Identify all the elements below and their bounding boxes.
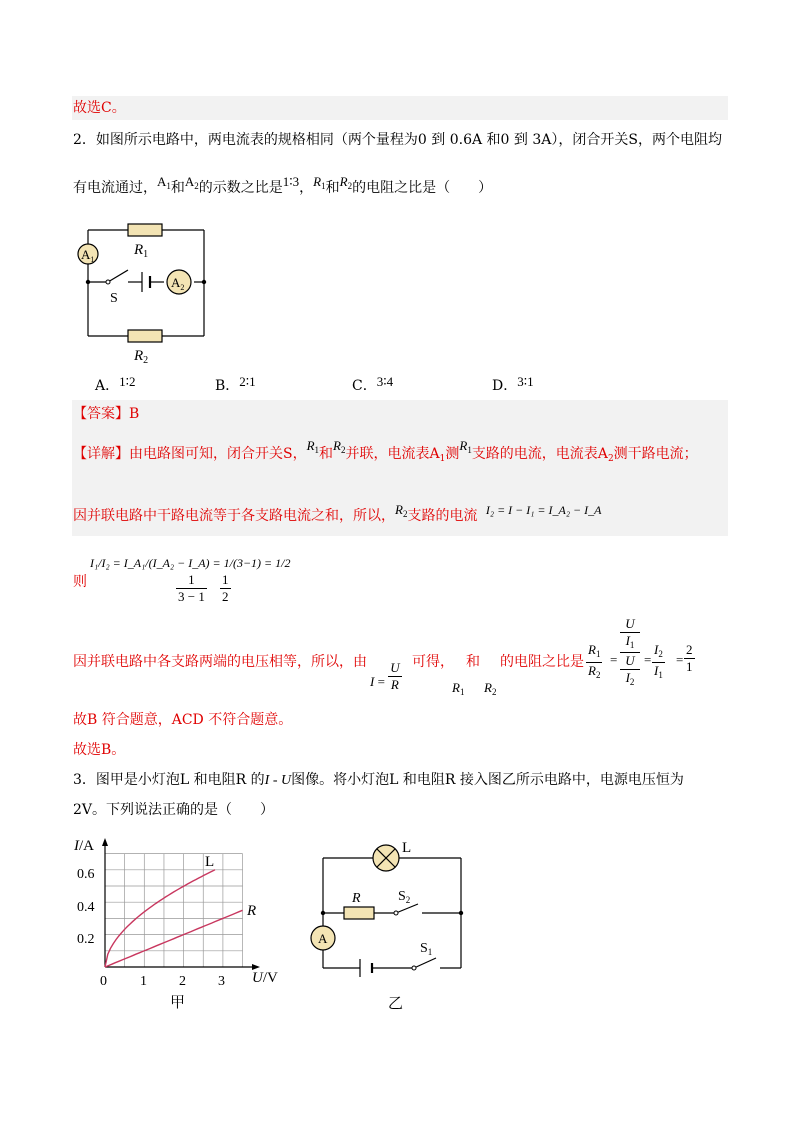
q2-a1-sub: 1 xyxy=(166,181,171,191)
q2-r1 xyxy=(313,174,325,189)
iu-graph xyxy=(72,830,297,1015)
then-label: 则 xyxy=(73,574,87,590)
ammeter-label: A xyxy=(318,931,328,946)
q2-he-1: 和 xyxy=(170,180,185,196)
rr-eq-3: = xyxy=(676,652,684,667)
two-over-one-den: 1 xyxy=(686,659,693,674)
option-d-letter: D． xyxy=(492,378,518,394)
prev-answer-band xyxy=(72,96,728,120)
option-b-letter: B． xyxy=(215,378,240,394)
option-b-value: 2∶1 xyxy=(239,374,256,389)
ui-i2-letter: I xyxy=(625,669,630,685)
ui-u-top: U xyxy=(625,616,635,631)
ohm-u: U xyxy=(388,660,401,677)
q2-line2-a: 有电流通过， xyxy=(73,180,157,196)
detail-line1-e: 测干路电流； xyxy=(613,446,698,462)
detail-line2-a: 因并联电路中干路电流等于各支路电流之和，所以， xyxy=(73,508,395,524)
q2-he-2: 和 xyxy=(325,180,340,196)
detail-line6: 故选B。 xyxy=(73,742,126,758)
ohm-law xyxy=(370,660,402,694)
graph-grid xyxy=(105,854,243,967)
d4-r1-sub: 1 xyxy=(459,687,465,697)
rr-eq-1: = xyxy=(610,652,618,667)
xtick-1: 1 xyxy=(140,974,147,989)
q2-r2 xyxy=(340,174,352,189)
s2-label: $S_2$ xyxy=(398,889,411,905)
rr-r1-sub: 1 xyxy=(595,649,601,659)
q2-r1-sub: 1 xyxy=(321,181,326,191)
junction-dot-right xyxy=(202,280,206,284)
xtick-3: 3 xyxy=(218,974,225,989)
i2i1-i2-sub: 2 xyxy=(658,649,663,659)
xtick-2: 2 xyxy=(179,974,186,989)
u-over-i-compound xyxy=(620,616,640,688)
d1-r2-letter: R xyxy=(333,438,341,453)
q3-line1-a: 3．图甲是小灯泡L 和电阻R 的 xyxy=(73,772,265,788)
switch-contact xyxy=(106,280,110,284)
frac-one-half xyxy=(220,572,231,605)
ui-i2-sub: 2 xyxy=(629,676,635,687)
lamp-label: L xyxy=(402,840,412,856)
detail-line1-a: 由电路图可知，闭合开关S， xyxy=(129,446,307,462)
detail-label: 【详解】 xyxy=(73,446,129,462)
q2-ratio: 1∶3 xyxy=(282,174,300,189)
q2-option-d[interactable] xyxy=(492,374,534,396)
ui-i2 xyxy=(620,670,640,688)
r-ratio-frac xyxy=(586,642,602,683)
i2i1-num xyxy=(652,642,665,663)
q2-option-b[interactable] xyxy=(215,374,256,396)
d1-r1b-sub: 1 xyxy=(467,445,472,455)
d2-r2-sub: 2 xyxy=(402,509,408,519)
q2-comma: ， xyxy=(299,180,314,196)
d1-r2-sub: 2 xyxy=(341,445,346,455)
ohm-eq: = xyxy=(377,674,385,689)
ammeter-a2-label: $A_2$ xyxy=(171,275,185,292)
frac-1-num: 1 xyxy=(176,572,207,589)
y-axis-arrow xyxy=(102,838,108,846)
r1-label: $R_1$ xyxy=(134,242,149,260)
option-c-letter: C． xyxy=(352,378,377,394)
d4-r2 xyxy=(484,680,496,698)
two-over-one-num: 2 xyxy=(686,642,693,657)
q2-r1-letter: R xyxy=(313,174,322,189)
s2-contact xyxy=(394,911,398,915)
detail-line1-b: 并联，电流表A xyxy=(345,446,440,462)
junction-dot-left xyxy=(86,280,90,284)
d2-formula: I₂ = I − I₁ = I_A₂ − I_A xyxy=(485,503,602,517)
detail-line2-b: 支路的电流 xyxy=(407,508,478,524)
q3-line2: 2V。下列说法正确的是（ ） xyxy=(73,802,275,818)
detail-line1-d: 支路的电流，电流表A xyxy=(471,446,608,462)
prev-answer-text: 故选C。 xyxy=(73,100,126,116)
detail-line2 xyxy=(73,502,602,526)
d1-r1b xyxy=(459,438,471,453)
q2-a1-letter: A xyxy=(157,174,167,189)
switch-label: S xyxy=(110,291,118,306)
q3-line1-b: 图像。将小灯泡L 和电阻R 接入图乙所示电路中，电源电压恒为 xyxy=(291,772,684,788)
q3-line1 xyxy=(73,772,684,790)
d1-a1-sub: 1 xyxy=(439,454,446,464)
i2-over-i1 xyxy=(652,642,665,683)
ohm-i: I xyxy=(370,674,375,689)
option-c-value: 3∶4 xyxy=(376,374,394,389)
graph-caption: 甲 xyxy=(170,995,186,1011)
d1-he: 和 xyxy=(319,446,334,462)
d1-r1b-letter: R xyxy=(459,438,468,453)
ui-i1-sub: 1 xyxy=(629,640,635,651)
r-ratio-den xyxy=(586,663,602,683)
rr-eq-2: = xyxy=(644,652,652,667)
ytick-0.2: 0.2 xyxy=(77,932,95,947)
q2-a2-sub: 2 xyxy=(194,181,199,191)
d1-r1-letter: R xyxy=(306,438,315,453)
ohm-r: R xyxy=(390,677,399,693)
ohm-frac xyxy=(388,660,401,694)
r-ratio-num xyxy=(586,642,602,663)
option-a-letter: A． xyxy=(95,378,120,394)
rr-r2: R xyxy=(588,663,596,678)
detail-line1 xyxy=(73,438,698,465)
ytick-0.6: 0.6 xyxy=(77,867,95,882)
resistor-label: R xyxy=(352,891,361,906)
i2i1-den xyxy=(652,663,665,683)
detail-line1-c: 测 xyxy=(445,446,460,462)
d2-r2 xyxy=(395,502,407,517)
q2-line2 xyxy=(73,174,493,198)
d4-r2-sub: 2 xyxy=(491,687,497,697)
two-over-one xyxy=(684,642,695,675)
resistor-r xyxy=(344,907,374,919)
detail-line4-c: 的电阻之比是 xyxy=(500,654,584,670)
d2-r2-letter: R xyxy=(395,502,403,517)
circuit-caption: 乙 xyxy=(388,996,404,1012)
d4-r1 xyxy=(452,680,464,698)
detail-line4-a: 因并联电路中各支路两端的电压相等，所以，由 xyxy=(73,654,367,670)
ui-u-bottom: U xyxy=(620,653,640,670)
q2-option-a[interactable] xyxy=(95,374,136,396)
i2i1-i1-sub: 1 xyxy=(658,670,663,680)
q2-line1: 2．如图所示电路中，两电流表的规格相同（两个量程为0 到 0.6A 和0 到 3A），闭合开关S，两个电阻均 xyxy=(73,132,722,148)
frac-1-den: 3 − 1 xyxy=(178,589,205,604)
frac-one-over-3m1 xyxy=(176,572,207,605)
d1-r1 xyxy=(307,438,319,453)
i2i1-i1: I xyxy=(654,663,659,678)
x-axis-label: U/V xyxy=(252,970,278,986)
frac-2-num: 1 xyxy=(222,572,229,587)
detail-line4-he: 和 xyxy=(466,654,480,670)
ammeter-a1-label: $A_1$ xyxy=(81,247,95,264)
junction-left xyxy=(321,911,325,915)
xtick-0: 0 xyxy=(100,974,107,989)
rr-r1: R xyxy=(588,642,596,657)
d4-r1-letter: R xyxy=(452,680,460,695)
d1-a2-sub: 2 xyxy=(607,454,614,464)
q2-r2-sub: 2 xyxy=(347,181,353,191)
r2-resistor xyxy=(128,330,162,342)
ytick-0.4: 0.4 xyxy=(77,900,95,915)
answer-label: 【答案】B xyxy=(73,406,140,422)
option-a-value: 1∶2 xyxy=(119,374,136,389)
curve-r xyxy=(105,910,243,967)
y-axis-label: I/A xyxy=(74,838,94,854)
d4-r2-letter: R xyxy=(484,680,492,695)
q2-r2-letter: R xyxy=(339,174,348,189)
q2-a1 xyxy=(157,174,171,189)
detail-line4 xyxy=(73,654,367,672)
detail-line4-b: 可得， xyxy=(412,654,454,670)
d1-r2 xyxy=(333,438,345,453)
s1-contact xyxy=(412,966,416,970)
q2-circuit-diagram xyxy=(72,218,222,366)
q3-circuit-diagram xyxy=(300,838,480,1016)
i2i1-i2: I xyxy=(654,642,659,657)
q2-line2-c: 的电阻之比是（ ） xyxy=(352,180,493,196)
r2-label: $R_2$ xyxy=(134,348,149,366)
q3-iu: I - U xyxy=(264,773,292,788)
d1-r1-sub: 1 xyxy=(314,445,320,455)
junction-right xyxy=(459,911,463,915)
q2-line2-b: 的示数之比是 xyxy=(198,180,283,196)
d3-formula: I₁/I₂ = I_A₁/(I_A₂ − I_A) = 1/(3−1) = 1/2 xyxy=(90,556,291,570)
curve-r-label: R xyxy=(247,903,257,919)
ui-i1-letter: I xyxy=(625,633,630,649)
curve-l-label: L xyxy=(205,854,215,870)
option-d-value: 3∶1 xyxy=(517,374,534,389)
q2-option-c[interactable] xyxy=(352,374,394,396)
r1-resistor xyxy=(128,224,162,236)
q2-a2-letter: A xyxy=(184,174,195,189)
frac-2-den: 2 xyxy=(222,589,229,604)
q2-a2 xyxy=(185,174,199,189)
s1-label: $S_1$ xyxy=(420,941,433,957)
rr-r2-sub: 2 xyxy=(595,670,601,680)
ui-i1 xyxy=(620,632,640,652)
detail-line5: 故B 符合题意，ACD 不符合题意。 xyxy=(73,712,293,728)
